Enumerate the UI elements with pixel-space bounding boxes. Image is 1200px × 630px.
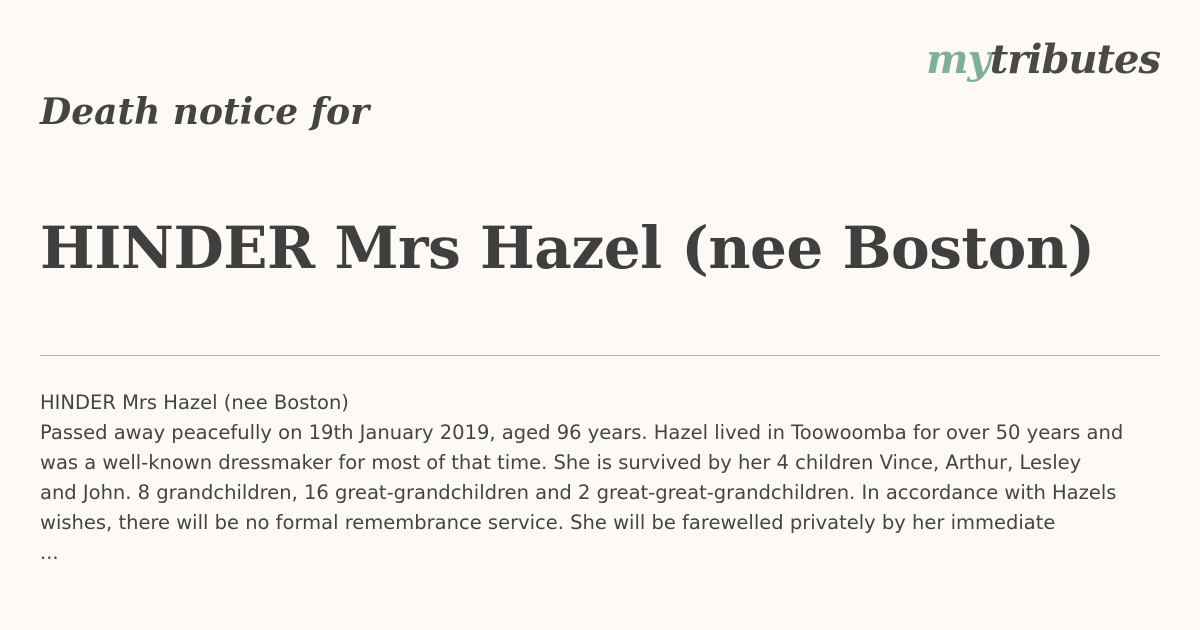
notice-ellipsis: ... bbox=[40, 541, 59, 564]
notice-line: was a well-known dressmaker for most of that time. She is survived by her 4 children Vince, Arthur, Lesley bbox=[40, 451, 1082, 474]
deceased-name-title: HINDER Mrs Hazel (nee Boston) bbox=[40, 214, 1095, 282]
logo-tributes: tributes bbox=[989, 36, 1160, 83]
notice-text bbox=[40, 388, 1180, 568]
death-notice-kicker: Death notice for bbox=[40, 91, 370, 133]
divider bbox=[40, 355, 1160, 356]
mytributes-logo[interactable] bbox=[926, 34, 1160, 86]
notice-line: wishes, there will be no formal remembrance service. She will be farewelled privately by her immediate bbox=[40, 511, 1056, 534]
notice-line: Passed away peacefully on 19th January 2019, aged 96 years. Hazel lived in Toowoomba for over 50 years and bbox=[40, 421, 1124, 444]
notice-line-name: HINDER Mrs Hazel (nee Boston) bbox=[40, 391, 349, 414]
logo-my: my bbox=[926, 36, 990, 83]
notice-line: and John. 8 grandchildren, 16 great-grandchildren and 2 great-great-grandchildren. In accordance with Hazels bbox=[40, 481, 1117, 504]
